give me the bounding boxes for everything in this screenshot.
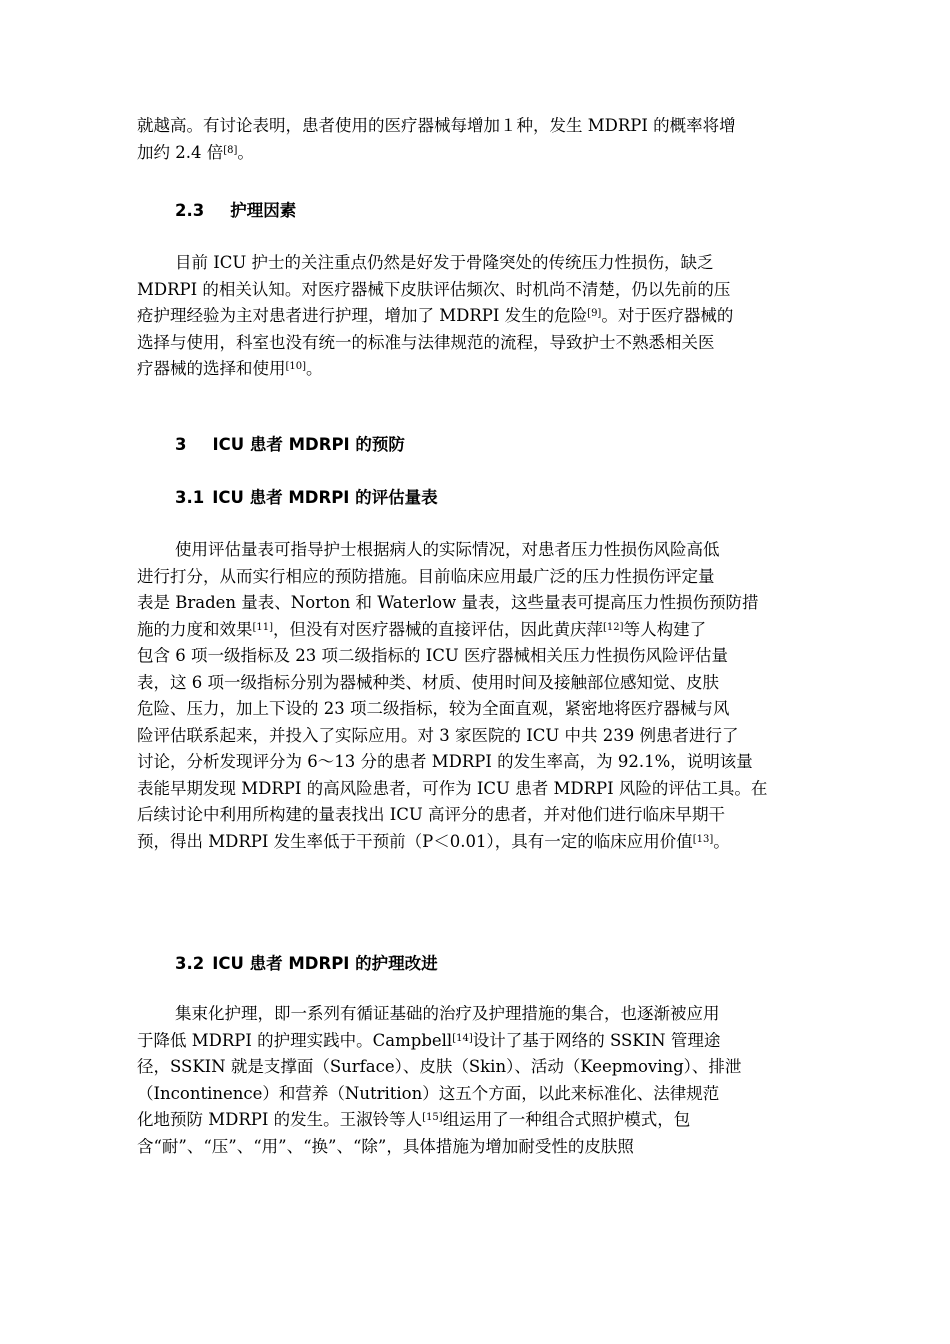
text-line: 疮护理经验为主对患者进行护理，增加了 MDRPI 发生的危险[9]。对于医疗器械的 <box>137 306 734 325</box>
text-line: 表是 Braden 量表、Norton 和 Waterlow 量表，这些量表可提高压力性损伤预防措 <box>137 593 759 612</box>
paragraph-3-2 <box>137 1001 813 1160</box>
section-number: 2.3 <box>175 201 205 220</box>
section-title: ICU 患者 MDRPI 的护理改进 <box>212 954 438 973</box>
citation-ref: [11] <box>252 621 274 633</box>
text-line: 施的力度和效果[11]，但没有对医疗器械的直接评估，因此黄庆萍[12]等人构建了 <box>137 619 707 639</box>
text-line: 化地预防 MDRPI 的发生。王淑铃等人[15]组运用了一种组合式照护模式，包 <box>137 1110 691 1129</box>
text-line: 讨论，分析发现评分为 6～13 分的患者 MDRPI 的发生率高，为 92.1%，说明该量 <box>137 752 753 771</box>
citation-ref: [13] <box>692 833 714 845</box>
text-line: 集束化护理，即一系列有循证基础的治疗及护理措施的集合，也逐渐被应用 <box>175 1004 720 1023</box>
text-line: 表能早期发现 MDRPI 的高风险患者，可作为 ICU 患者 MDRPI 风险的评估工具。在 <box>137 778 768 798</box>
section-title: ICU 患者 MDRPI 的预防 <box>212 435 405 454</box>
text-line: （Incontinence）和营养（Nutrition）这五个方面，以此来标准化、法律规范 <box>137 1083 720 1103</box>
text-line: 险评估联系起来，并投入了实际应用。对 3 家医院的 ICU 中共 239 例患者进行了 <box>137 725 739 745</box>
citation-ref: [15] <box>422 1112 443 1123</box>
paragraph-3-1 <box>137 537 813 855</box>
section-number: 3.1 <box>175 488 205 507</box>
section-heading-2-3 <box>175 198 296 224</box>
intro-paragraph <box>137 113 813 166</box>
citation-ref: [12] <box>603 621 624 633</box>
text-line: 进行打分，从而实行相应的预防措施。目前临床应用最广泛的压力性损伤评定量 <box>137 566 715 586</box>
text-line: 表，这 6 项一级指标分别为器械种类、材质、使用时间及接触部位感知觉、皮肤 <box>137 672 719 692</box>
citation-ref: [8] <box>223 144 238 156</box>
text-line: 选择与使用，科室也没有统一的标准与法律规范的流程，导致护士不熟悉相关医 <box>137 332 715 352</box>
text-line: 包含 6 项一级指标及 23 项二级指标的 ICU 医疗器械相关压力性损伤风险评估量 <box>137 646 729 665</box>
text-line: 就越高。有讨论表明，患者使用的医疗器械每增加１种，发生 MDRPI 的概率将增 <box>137 116 736 135</box>
section-title: 护理因素 <box>230 201 297 220</box>
text-line: 加约 2.4 倍[8]。 <box>137 142 254 162</box>
section-number: 3 <box>175 435 187 454</box>
text-line: 于降低 MDRPI 的护理实践中。Campbell[14]设计了基于网络的 SSKIN 管理途 <box>137 1030 721 1050</box>
text-line: 含“耐”、“压”、“用”、“换”、“除”，具体措施为增加耐受性的皮肤照 <box>137 1136 634 1156</box>
section-title: ICU 患者 MDRPI 的评估量表 <box>212 488 438 507</box>
section-heading-3 <box>175 432 405 458</box>
text-line: MDRPI 的相关认知。对医疗器械下皮肤评估频次、时机尚不清楚，仍以先前的压 <box>137 279 731 299</box>
section-heading-3-1 <box>175 485 438 511</box>
citation-ref: [14] <box>452 1032 473 1044</box>
text-line: 目前 ICU 护士的关注重点仍然是好发于骨隆突处的传统压力性损伤，缺乏 <box>175 253 714 272</box>
section-heading-3-2 <box>175 951 438 977</box>
citation-ref: [9] <box>587 308 602 319</box>
citation-ref: [10] <box>285 361 307 372</box>
text-line: 径，SSKIN 就是支撑面（Surface）、皮肤（Skin）、活动（Keepmoving）、排泄 <box>137 1057 742 1076</box>
text-line: 预，得出 MDRPI 发生率低于干预前（P＜0.01），具有一定的临床应用价值[13]。 <box>137 831 730 851</box>
text-line: 后续讨论中利用所构建的量表找出 ICU 高评分的患者，并对他们进行临床早期干 <box>137 805 726 824</box>
section-number: 3.2 <box>175 954 205 973</box>
paragraph-2-3 <box>137 250 813 383</box>
text-line: 危险、压力，加上下设的 23 项二级指标，较为全面直观，紧密地将医疗器械与风 <box>137 699 730 718</box>
text-line: 使用评估量表可指导护士根据病人的实际情况，对患者压力性损伤风险高低 <box>175 540 720 559</box>
text-line: 疗器械的选择和使用[10]。 <box>137 359 323 378</box>
